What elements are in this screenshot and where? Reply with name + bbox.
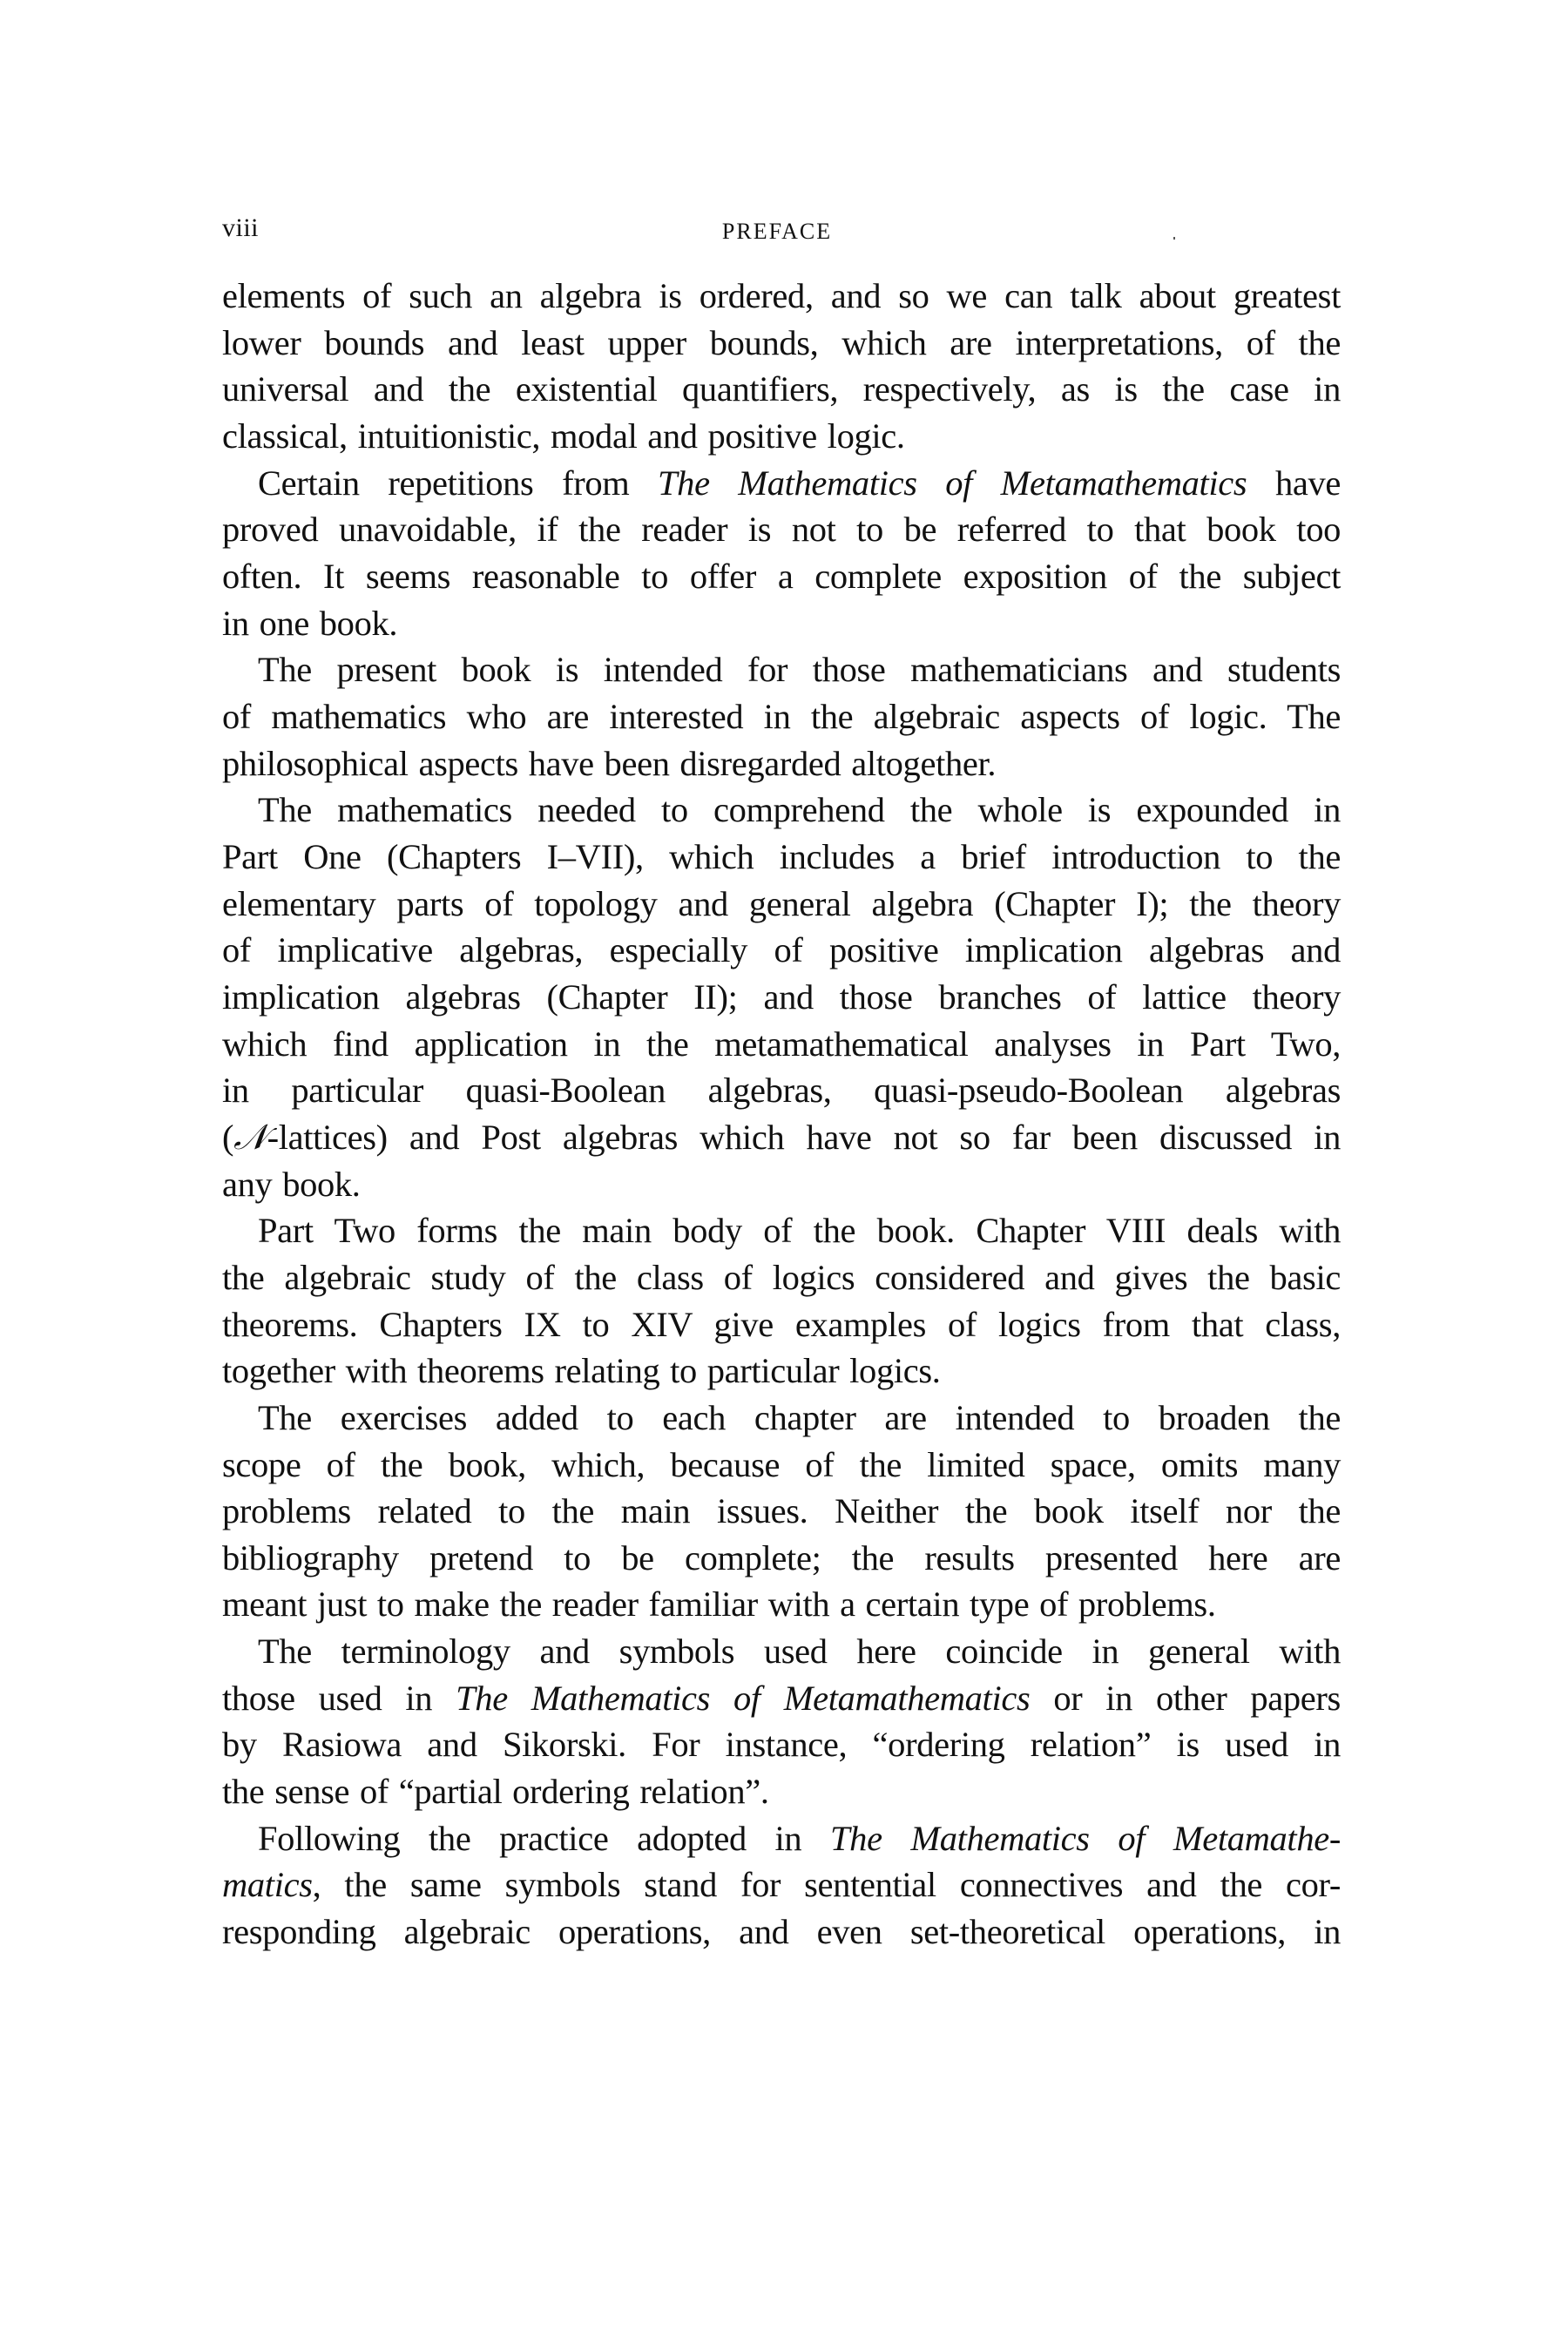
italic-book-title: The Mathematics of Metamathematics (456, 1678, 1031, 1718)
text-line (222, 650, 1341, 690)
text-line (222, 1115, 1341, 1158)
text-line (222, 558, 1341, 594)
text-segment: of implicative algebras, especially of positive implication algebras and (222, 930, 1341, 970)
running-head-title: PREFACE (721, 219, 833, 244)
text-segment: scope of the book, which, because of the limited space, omits many (222, 1444, 1341, 1484)
text-line (222, 1166, 1341, 1202)
text-segment: or in other papers (1030, 1678, 1341, 1718)
text-segment: , the same symbols stand for sentential connectives and the cor- (312, 1865, 1341, 1905)
text-segment: lower bounds and least upper bounds, which are interpretations, of the (222, 322, 1341, 362)
text-line (222, 510, 1341, 550)
text-segment: -lattices) and Post algebras which have not so far been discussed in (267, 1117, 1341, 1157)
text-segment: The exercises added to each chapter are intended to broaden the (258, 1397, 1341, 1437)
text-segment: The mathematics needed to comprehend the whole is expounded in (258, 790, 1341, 830)
text-segment: by Rasiowa and Sikorski. For instance, “ordering relation” is used in (222, 1725, 1341, 1765)
text-segment: together with theorems relating to particular logics. (222, 1351, 941, 1391)
text-segment: those used in (222, 1678, 456, 1718)
text-segment: Part Two forms the main body of the book. Chapter VIII deals with (258, 1211, 1341, 1251)
text-line (222, 696, 1341, 736)
text-line (222, 836, 1341, 876)
text-line (222, 1725, 1341, 1765)
text-segment: problems related to the main issues. Neither the book itself nor the (222, 1491, 1341, 1531)
text-line (222, 1071, 1341, 1111)
text-line (222, 976, 1341, 1017)
text-line (222, 883, 1341, 923)
text-segment: in one book. (222, 603, 398, 643)
text-line (222, 322, 1341, 362)
text-line (222, 1023, 1341, 1064)
text-segment: the sense of “partial ordering relation”. (222, 1772, 769, 1812)
text-segment: elementary parts of topology and general algebra (Chapter I); the theory (222, 883, 1341, 923)
text-line (222, 743, 1341, 783)
text-line (222, 1444, 1341, 1484)
text-segment: meant just to make the reader familiar with a certain type of problems. (222, 1584, 1216, 1625)
italic-book-title: The Mathematics of Metamathematics (658, 463, 1247, 503)
text-segment: classical, intuitionistic, modal and positive logic. (222, 415, 905, 456)
text-line (222, 1772, 1341, 1812)
italic-book-title: The Mathematics of Metamathe- (830, 1818, 1342, 1858)
text-segment: Certain repetitions from (258, 463, 658, 503)
text-segment: which find application in the metamathematical analyses in Part Two, (222, 1023, 1341, 1064)
text-line (222, 415, 1341, 456)
script-n-symbol: 𝒩 (233, 1115, 267, 1158)
text-segment: in particular quasi-Boolean algebras, quasi-pseudo-Boolean algebras (222, 1071, 1341, 1111)
text-line (222, 371, 1341, 407)
text-segment: bibliography pretend to be complete; the results presented here are (222, 1537, 1341, 1577)
text-segment: universal and the existential quantifiers, respectively, as is the case in (222, 369, 1341, 409)
text-segment: responding algebraic operations, and even set-theoretical operations, in (222, 1912, 1341, 1952)
text-line (222, 1257, 1341, 1297)
scan-speck (1173, 237, 1175, 240)
text-segment: often. It seems reasonable to offer a complete exposition of the subject (222, 556, 1341, 596)
text-segment: proved unavoidable, if the reader is not to be referred to that book too (222, 510, 1341, 550)
text-line (222, 278, 1341, 314)
text-line (222, 605, 1341, 641)
text-segment: Part One (Chapters I–VII), which includes a brief introduction to the (222, 836, 1341, 876)
text-line (222, 1537, 1341, 1577)
text-segment: philosophical aspects have been disregarded altogether. (222, 743, 997, 783)
text-segment: elements of such an algebra is ordered, and so we can talk about greatest (222, 276, 1341, 315)
text-line (222, 1680, 1341, 1716)
page-number: viii (222, 213, 260, 242)
text-segment: any book. (222, 1164, 361, 1204)
text-line (222, 1211, 1341, 1251)
text-segment: the algebraic study of the class of logics considered and gives the basic (222, 1257, 1341, 1297)
text-line (222, 1304, 1341, 1344)
text-segment: The terminology and symbols used here coincide in general with (258, 1632, 1341, 1672)
text-segment: Following the practice adopted in (258, 1818, 830, 1858)
text-line (222, 1493, 1341, 1529)
text-segment: ( (222, 1117, 234, 1157)
text-line (222, 932, 1341, 968)
text-segment: have (1247, 463, 1341, 503)
italic-book-title: matics (222, 1865, 313, 1905)
text-line (222, 1912, 1341, 1952)
text-line (222, 465, 1341, 501)
text-line (222, 1584, 1341, 1625)
text-segment: of mathematics who are interested in the algebraic aspects of logic. The (222, 696, 1341, 736)
text-line (222, 1818, 1342, 1858)
text-segment: theorems. Chapters IX to XIV give examples of logics from that class, (222, 1304, 1341, 1344)
text-line (222, 1632, 1341, 1672)
text-segment: The present book is intended for those mathematicians and students (258, 650, 1341, 690)
text-line (222, 1397, 1341, 1437)
text-line (222, 1865, 1341, 1905)
text-line (222, 1351, 1341, 1391)
text-segment: implication algebras (Chapter II); and those branches of lattice theory (222, 976, 1341, 1017)
text-line (222, 792, 1341, 828)
